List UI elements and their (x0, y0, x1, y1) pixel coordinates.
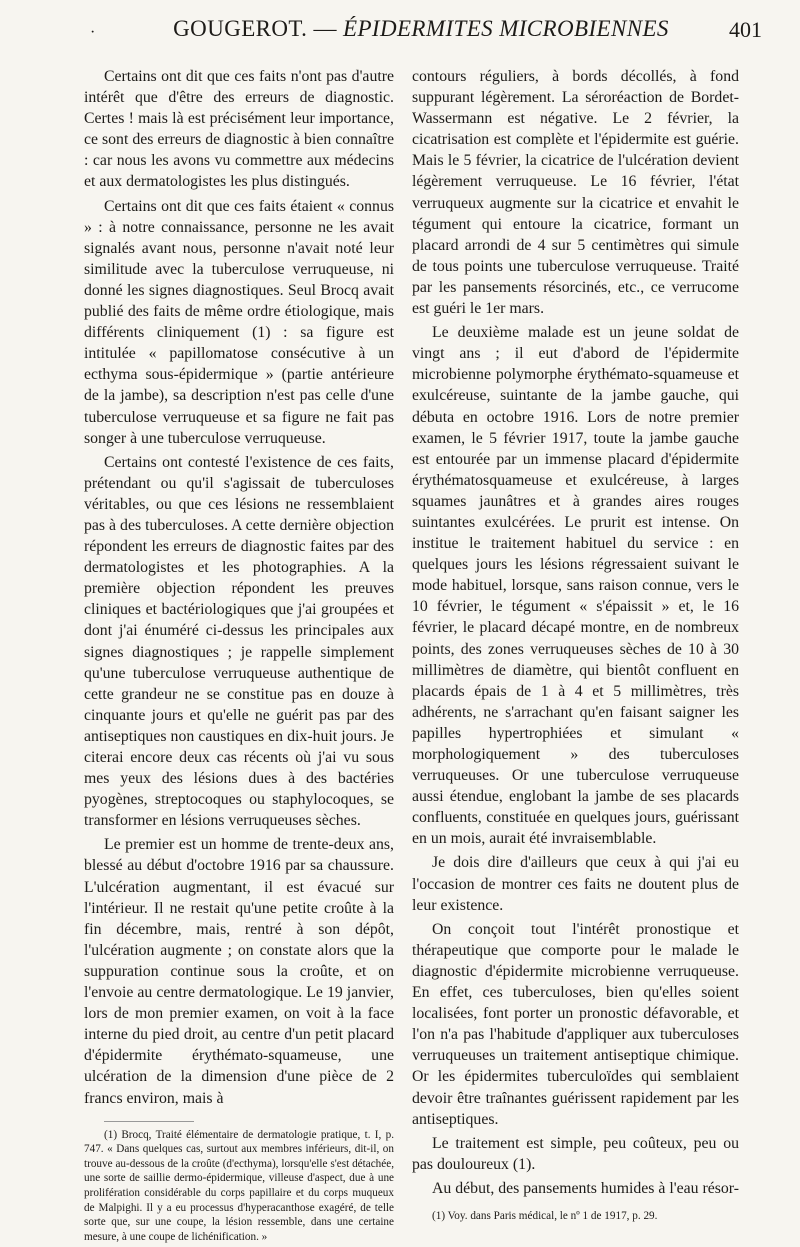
footnote: (1) Voy. dans Paris médical, le nº 1 de 1917, p. 29. (432, 1209, 658, 1222)
footnote-divider (104, 1121, 194, 1122)
paragraph: Certains ont dit que ces faits étaient « connus » : à notre connaissance, personne ne les avait signalés avant nous, personne n'avait noté leur similitude avec la tuberculose verruqueuse, ni donné les signes diagnostiques. Seul Brocq avait publié des faits de même ordre étiologique, mais différents cliniquement (1) : sa figure est intitulée « papillomatose consécutive à un ecthyma sous-épidermique » (partie antérieure de la jambe), sa description n'est pas celle d'une tuberculose verruqueuse et sa figure ne fait pas songer à une tuberculose verruqueuse. (84, 197, 394, 447)
right-column (412, 66, 739, 1227)
paragraph: Le premier est un homme de trente-deux ans, blessé au début d'octobre 1916 par sa chaussure. L'ulcération augmentant, il est évacué sur l'intérieur. Il ne restait qu'une petite croûte à la fin décembre, mais, rentré à son dépôt, l'ulcération augmente ; on constate alors que la suppuration continue sous la croûte, et on l'envoie au centre dermatologique. Le 19 janvier, lors de mon premier examen, on voit à la face interne du pied droit, au centre d'un petit placard d'épidermite érythémato-squameuse, une ulcération de la dimension d'une pièce de 2 francs environ, mais à (84, 836, 394, 1107)
header-title: ÉPIDERMITES MICROBIENNES (343, 16, 669, 41)
paragraph: Le deuxième malade est un jeune soldat de vingt ans ; il eut d'abord de l'épidermite microbienne polymorphe érythémato-squameuse et exulcéreuse, suintante de la jambe gauche, qui débuta en octobre 1916. Lors de notre premier examen, le 5 février 1917, toute la jambe gauche est entourée par un immense placard d'épidermite érythématosquameuse et exulcéreuse, à larges squames jaunâtres et à grandes aires rouges suintantes exulcérées. Le prurit est intense. On institue le traitement habituel du service : en quelques jours les lésions régressaient suivant le mode habituel, lorsque, sans raison connue, vers le 10 février, le tégument « s'épaissit » et, le 16 février, le placard décapé montre, en de nombreux points, des zones verruqueuses sèches de 10 à 30 millimètres de diamètre, qui bientôt confluent en placards épais de 1 à 4 et 5 millimètres, très adhérents, ne s'arrachant qu'en faisant saigner les papilles hypertrophiées et simulant « morphologiquement » des tuberculoses verruqueuses. Or une tuberculose verruqueuse aussi étendue, englobant la jambe de ses placards confluents, constituée en quelques jours, guérissant en un mois, aurait été invraisemblable. (412, 324, 739, 848)
header-dot: · (90, 24, 96, 41)
paragraph: Le traitement est simple, peu coûteux, peu ou pas douloureux (1). (412, 1134, 739, 1173)
paragraph-continuation: contours réguliers, à bords décollés, à fond suppurant légèrement. La séroréaction de Bordet-Wassermann est négative. Le 2 février, la cicatrisation est complète et l'épidermite est guérie. Mais le 5 février, la cicatrice de l'ulcération devient légèrement verruqueuse. Le 16 février, l'état verruqueux augmente sur la cicatrice et envahit le tégument qui entoure la cicatrice, formant un placard arrondi de 4 sur 5 centimètres qui simule de tous points une tuberculose verruqueuse. Traité par les pansements résorcinés, etc., ce verrucome est guéri le 1er mars. (412, 68, 739, 318)
paragraph: Je dois dire d'ailleurs que ceux à qui j'ai eu l'occasion de montrer ces faits ne doutent plus de leur existence. (412, 854, 739, 914)
paragraph: Certains ont dit que ces faits n'ont pas d'autre intérêt que d'être des erreurs de diagnostic. Certes ! mais là est précisément leur importance, ce sont des erreurs de diagnostic à bien connaître : car nous les avons vu commettre aux médecins et aux dermatologistes les plus distingués. (84, 68, 394, 191)
paragraph: On conçoit tout l'intérêt pronostique et thérapeutique que comporte pour le malade le diagnostic d'épidermite microbienne verruqueuse. En effet, ces tuberculoses, bien qu'elles soient localisées, font porter un pronostic défavorable, et l'on n'a pas l'habitude d'appliquer aux tuberculoses verruqueuses un traitement antiseptique chimique. Or les épidermites tuberculoïdes qui semblaient devoir être traînantes guérissent rapidement par les antiseptiques. (412, 920, 739, 1128)
header-dash: — (307, 16, 344, 41)
running-header (80, 16, 762, 52)
page-number: 401 (729, 17, 762, 42)
header-author: GOUGEROT. (173, 16, 308, 41)
running-title (80, 16, 762, 42)
left-column (84, 66, 394, 1247)
paragraph: Au début, des pansements humides à l'eau résor- (432, 1179, 739, 1197)
paragraph: Certains ont contesté l'existence de ces faits, prétendant ou qu'il s'agissait de tuberculoses véritables, ou que ces lésions ne ressemblaient pas à des tuberculoses. A cette dernière objection répondent les erreurs de diagnostic faites par des dermatologistes et les photographies. A la première objection répondent les preuves cliniques et bactériologiques que j'ai groupées et dont j'ai énuméré ci-dessus les principales aux signes diagnostiques ; je rappelle simplement qu'une tuberculose verruqueuse authentique de cette grandeur ne se constitue pas en douze à cinquante jours et qu'elle ne guérit pas par des antiseptiques non caustiques en dix-huit jours. Je citerai encore deux cas récents où j'ai vu sous mes yeux des lésions dues à des bactéries pyogènes, streptocoques ou staphylocoques, se transformer en lésions verruqueuses sèches. (84, 453, 394, 830)
footnote: (1) Brocq, Traité élémentaire de dermatologie pratique, t. I, p. 747. « Dans quelques cas, surtout aux membres inférieurs, dit-il, on trouve au-dessous de la croûte (d'ecthyma), lorsqu'elle s'est détachée, une sorte de saillie dermo-épidermique, villeuse d'aspect, due à une prolifération considérable du corps papillaire et du corps muqueux de Malpighi. Il y a eu processus d'hyperacanthose exagéré, de telle sorte que, sur une coupe, la lésion ressemble, dans une certaine mesure, à une coupe de lichénification. » (84, 1128, 394, 1243)
